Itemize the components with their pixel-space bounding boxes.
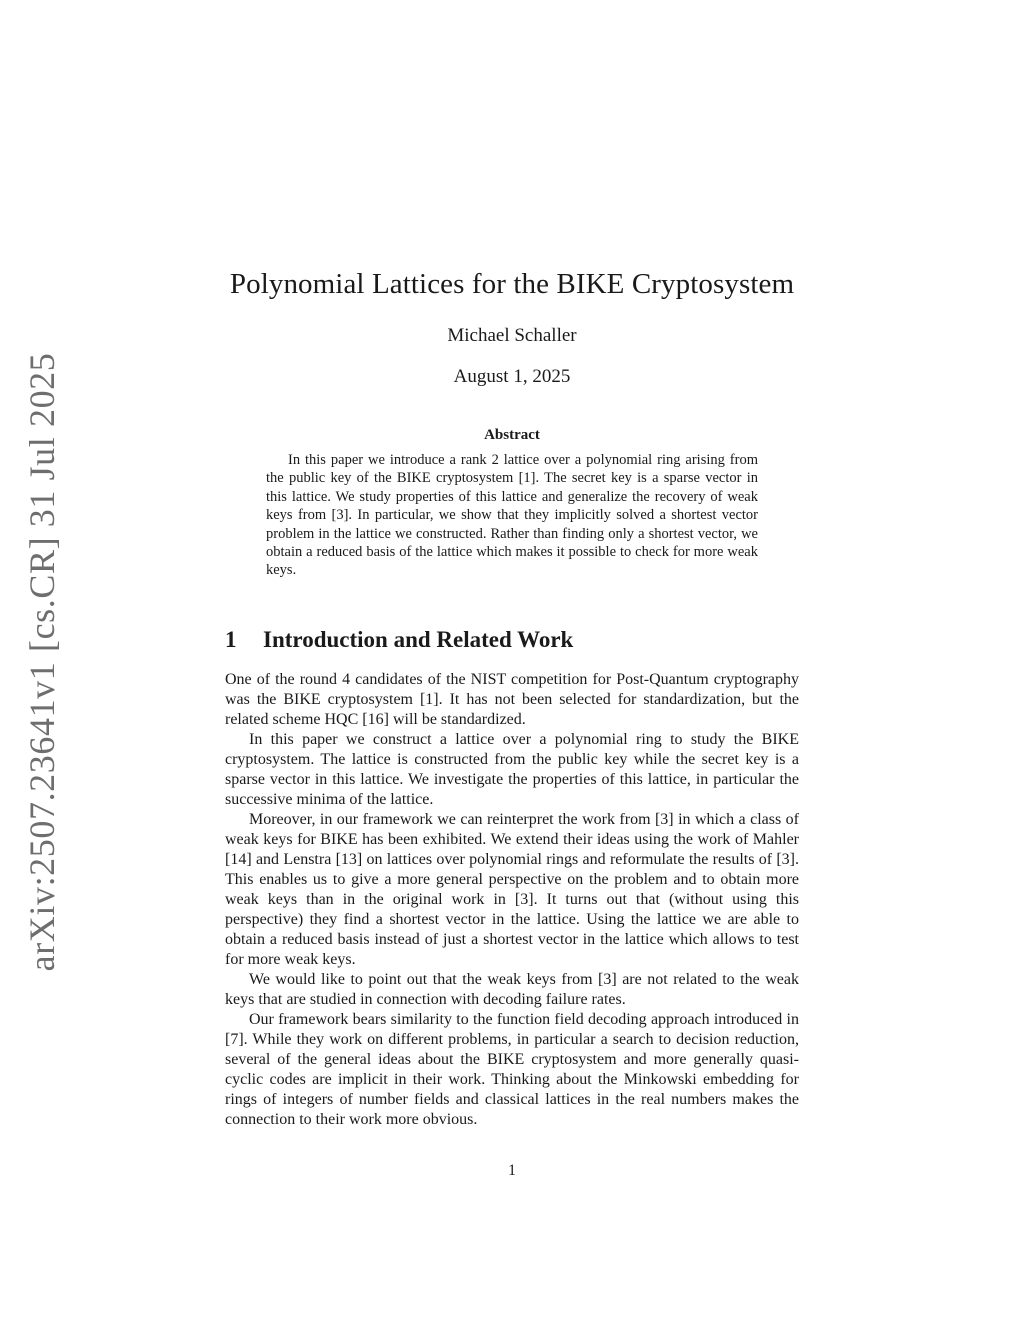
section-number: 1 bbox=[225, 627, 237, 652]
arxiv-identifier-stamp: arXiv:2507.23641v1 [cs.CR] 31 Jul 2025 bbox=[22, 352, 62, 972]
author-name: Michael Schaller bbox=[447, 325, 577, 346]
page-number: 1 bbox=[508, 1162, 516, 1179]
section-heading bbox=[225, 627, 573, 653]
paragraph: Moreover, in our framework we can reinterpret the work from [3] in which a class of weak keys for BIKE has been exhibited. We extend their ideas using the work of Mahler [14] and Lenstra [13] on lattices over polynomial rings and reformulate the results of [3]. This enables us to give a more general perspective on the problem and to obtain more weak keys than in the original work in [3]. It turns out that (without using this perspective) they find a shortest vector in the lattice. Using the lattice we are able to obtain a reduced basis instead of just a shortest vector in the lattice which allows to test for more weak keys. bbox=[225, 811, 799, 968]
abstract-text: In this paper we introduce a rank 2 lattice over a polynomial ring arising from the public key of the BIKE cryptosystem [1]. The secret key is a sparse vector in this lattice. We study properties of this lattice and generalize the recovery of weak keys from [3]. In particular, we show that they implicitly solved a shortest vector problem in the lattice we constructed. Rather than finding only a shortest vector, we obtain a reduced basis of the lattice which makes it possible to check for more weak keys. bbox=[266, 452, 758, 579]
paper-title: Polynomial Lattices for the BIKE Cryptosystem bbox=[229, 268, 795, 300]
abstract-heading: Abstract bbox=[484, 427, 540, 443]
paragraph: We would like to point out that the weak keys from [3] are not related to the weak keys that are studied in connection with decoding failure rates. bbox=[225, 971, 799, 1008]
paragraph: In this paper we construct a lattice over a polynomial ring to study the BIKE cryptosystem. The lattice is constructed from the public key while the secret key is a sparse vector in this lattice. We investigate the properties of this lattice, in particular the successive minima of the lattice. bbox=[225, 731, 799, 808]
publication-date: August 1, 2025 bbox=[453, 366, 571, 387]
section-body bbox=[225, 670, 799, 1130]
paragraph: One of the round 4 candidates of the NIST competition for Post-Quantum cryptography was the BIKE cryptosystem [1]. It has not been selected for standardization, but the related scheme HQC [16] will be standardized. bbox=[225, 671, 799, 728]
paragraph: Our framework bears similarity to the function field decoding approach introduced in [7]. While they work on different problems, in particular a search to decision reduction, several of the general ideas about the BIKE cryptosystem and more generally quasi-cyclic codes are implicit in their work. Thinking about the Minkowski embedding for rings of integers of number fields and classical lattices in the real numbers makes the connection to their work more obvious. bbox=[225, 1011, 799, 1128]
section-title: Introduction and Related Work bbox=[263, 627, 574, 652]
